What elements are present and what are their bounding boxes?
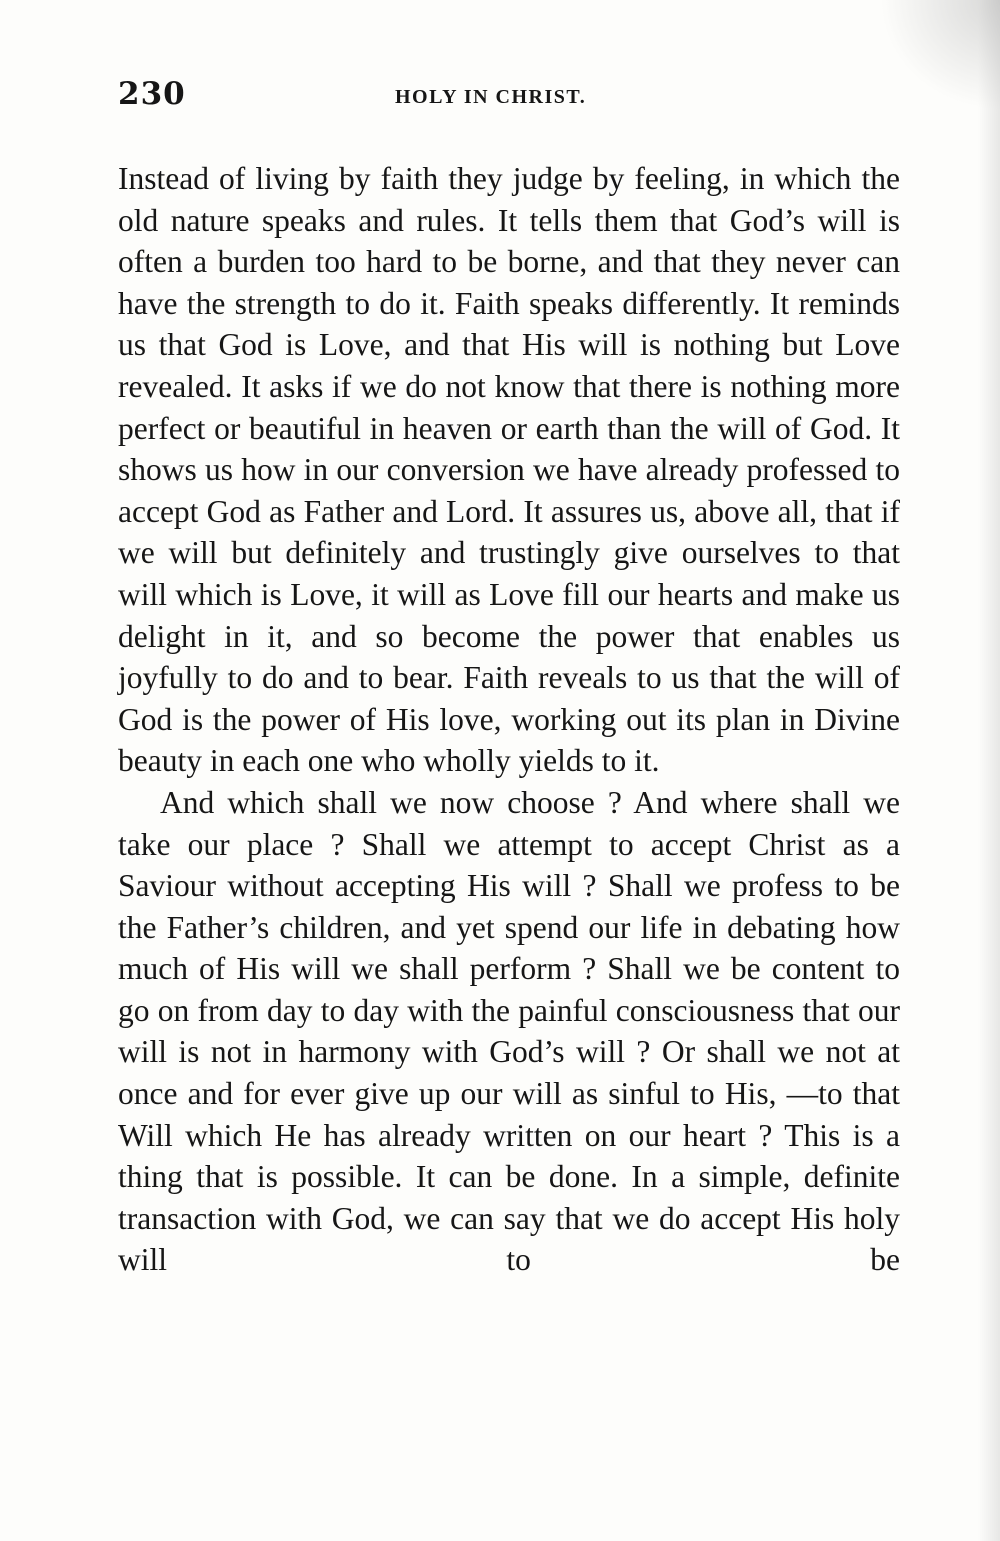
running-head xyxy=(118,76,900,120)
page-edge-shadow xyxy=(978,0,1000,1541)
paragraph-1: Instead of living by faith they judge by feeling, in which the old nature speaks and rules. It tells them that God’s will is often a burden too hard to be borne, and that they never can have the strength to do it. Faith speaks differently. It reminds us that God is Love, and that His will is nothing but Love revealed. It asks if we do not know that there is nothing more perfect or beautiful in heaven or earth than the will of God. It shows us how in our conversion we have already professed to accept God as Father and Lord. It assures us, above all, that if we will but definitely and trustingly give ourselves to that will which is Love, it will as Love fill our hearts and make us delight in it, and so become the power that enables us joyfully to do and to bear. Faith reveals to us that the will of God is the power of His love, working out its plan in Divine beauty in each one who wholly yields to it. xyxy=(118,161,900,779)
running-title: HOLY IN CHRIST. xyxy=(395,86,587,108)
paragraph-2: And which shall we now choose ? And where shall we take our place ? Shall we attempt to accept Christ as a Saviour without accepting His will ? Shall we profess to be the Father’s children, and yet spend our life in debating how much of His will we shall perform ? Shall we be content to go on from day to day with the painful consciousness that our will is not in harmony with God’s will ? Or shall we not at once and for ever give up our will as sinful to His, —to that Will which He has already written on our heart ? This is a thing that is possible. It can be done. In a simple, definite transaction with God, we can say that we do accept His holy will to be xyxy=(118,784,900,1278)
page-number: 230 xyxy=(118,76,186,112)
body-text xyxy=(118,158,900,1281)
